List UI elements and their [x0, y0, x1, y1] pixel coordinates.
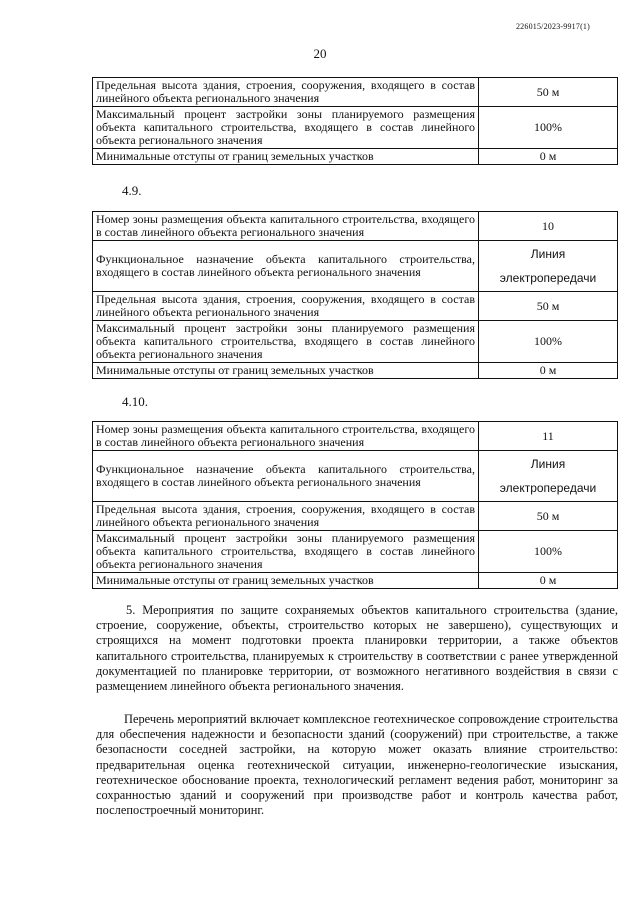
document-registration-number: 226015/2023-9917(1)	[515, 22, 590, 31]
row-label: Максимальный процент застройки зоны планируемого размещения объекта капитального строительства, входящего в состав линейного объекта регионального значения	[93, 531, 479, 573]
row-value: 50 м	[479, 78, 618, 107]
row-label: Номер зоны размещения объекта капитального строительства, входящего в состав линейного объекта регионального значения	[93, 212, 479, 241]
value-line: электропередачи	[499, 271, 597, 285]
table-row	[93, 363, 618, 379]
table-row	[93, 149, 618, 165]
table-row	[93, 212, 618, 241]
table-row	[93, 321, 618, 363]
value-line: Линия	[530, 457, 566, 471]
row-value: 50 м	[479, 502, 618, 531]
row-value	[479, 241, 618, 292]
value-line: электропередачи	[499, 481, 597, 495]
paragraph-protection-measures: 5. Мероприятия по защите сохраняемых объектов капитального строительства (здание, строение, сооружение, объекты, строительство которых не завершено), существующих и строящихся на момент подготовки проекта планировки территории, а также объектов капитального строительства, планируемых к строительству в соответствии с ранее утвержденной документацией по планировке территории, от возможного негативного воздействия в связи с размещением линейного объекта регионального значения.	[96, 603, 618, 694]
row-label: Минимальные отступы от границ земельных участков	[93, 363, 479, 379]
row-value: 100%	[479, 321, 618, 363]
table-row	[93, 107, 618, 149]
row-value: 100%	[479, 531, 618, 573]
row-label: Функциональное назначение объекта капитального строительства, входящего в состав линейного объекта регионального значения	[93, 241, 479, 292]
table-section-4-9	[92, 211, 618, 379]
section-number-4-9: 4.9.	[122, 183, 142, 198]
table-row	[93, 292, 618, 321]
table-row	[93, 502, 618, 531]
row-value: 0 м	[479, 573, 618, 589]
page-number: 20	[313, 46, 327, 61]
row-label: Функциональное назначение объекта капитального строительства, входящего в состав линейного объекта регионального значения	[93, 451, 479, 502]
row-value: 0 м	[479, 363, 618, 379]
row-value: 10	[479, 212, 618, 241]
row-label: Максимальный процент застройки зоны планируемого размещения объекта капитального строительства, входящего в состав линейного объекта регионального значения	[93, 321, 479, 363]
table-row	[93, 422, 618, 451]
table-row	[93, 573, 618, 589]
row-value: 0 м	[479, 149, 618, 165]
paragraph-measures-list: Перечень мероприятий включает комплексное геотехническое сопровождение строительства для обеспечения надежности и безопасности зданий (сооружений) при строительстве, а также безопасности соседней застройки, на которую может оказать влияние строительство: предварительная оценка геотехнической ситуации, инженерно-геологические изыскания, геотехническое обоснование проекта, технологический регламент ведения работ, мониторинг за сохранностью зданий и сооружений при производстве работ и контроль качества работ, послепостроечный мониторинг.	[96, 712, 618, 818]
row-label: Минимальные отступы от границ земельных участков	[93, 573, 479, 589]
row-label: Минимальные отступы от границ земельных участков	[93, 149, 479, 165]
table-row	[93, 451, 618, 502]
row-value: 100%	[479, 107, 618, 149]
table-continued	[92, 77, 618, 165]
value-line: Линия	[530, 247, 566, 261]
row-value: 50 м	[479, 292, 618, 321]
row-label: Номер зоны размещения объекта капитального строительства, входящего в состав линейного объекта регионального значения	[93, 422, 479, 451]
table-section-4-10	[92, 421, 618, 589]
row-label: Предельная высота здания, строения, сооружения, входящего в состав линейного объекта регионального значения	[93, 292, 479, 321]
row-label: Максимальный процент застройки зоны планируемого размещения объекта капитального строительства, входящего в состав линейного объекта регионального значения	[93, 107, 479, 149]
row-value: 11	[479, 422, 618, 451]
row-label: Предельная высота здания, строения, сооружения, входящего в состав линейного объекта регионального значения	[93, 502, 479, 531]
table-row	[93, 241, 618, 292]
row-value	[479, 451, 618, 502]
table-row	[93, 78, 618, 107]
section-number-4-10: 4.10.	[122, 394, 148, 409]
table-row	[93, 531, 618, 573]
row-label: Предельная высота здания, строения, сооружения, входящего в состав линейного объекта регионального значения	[93, 78, 479, 107]
